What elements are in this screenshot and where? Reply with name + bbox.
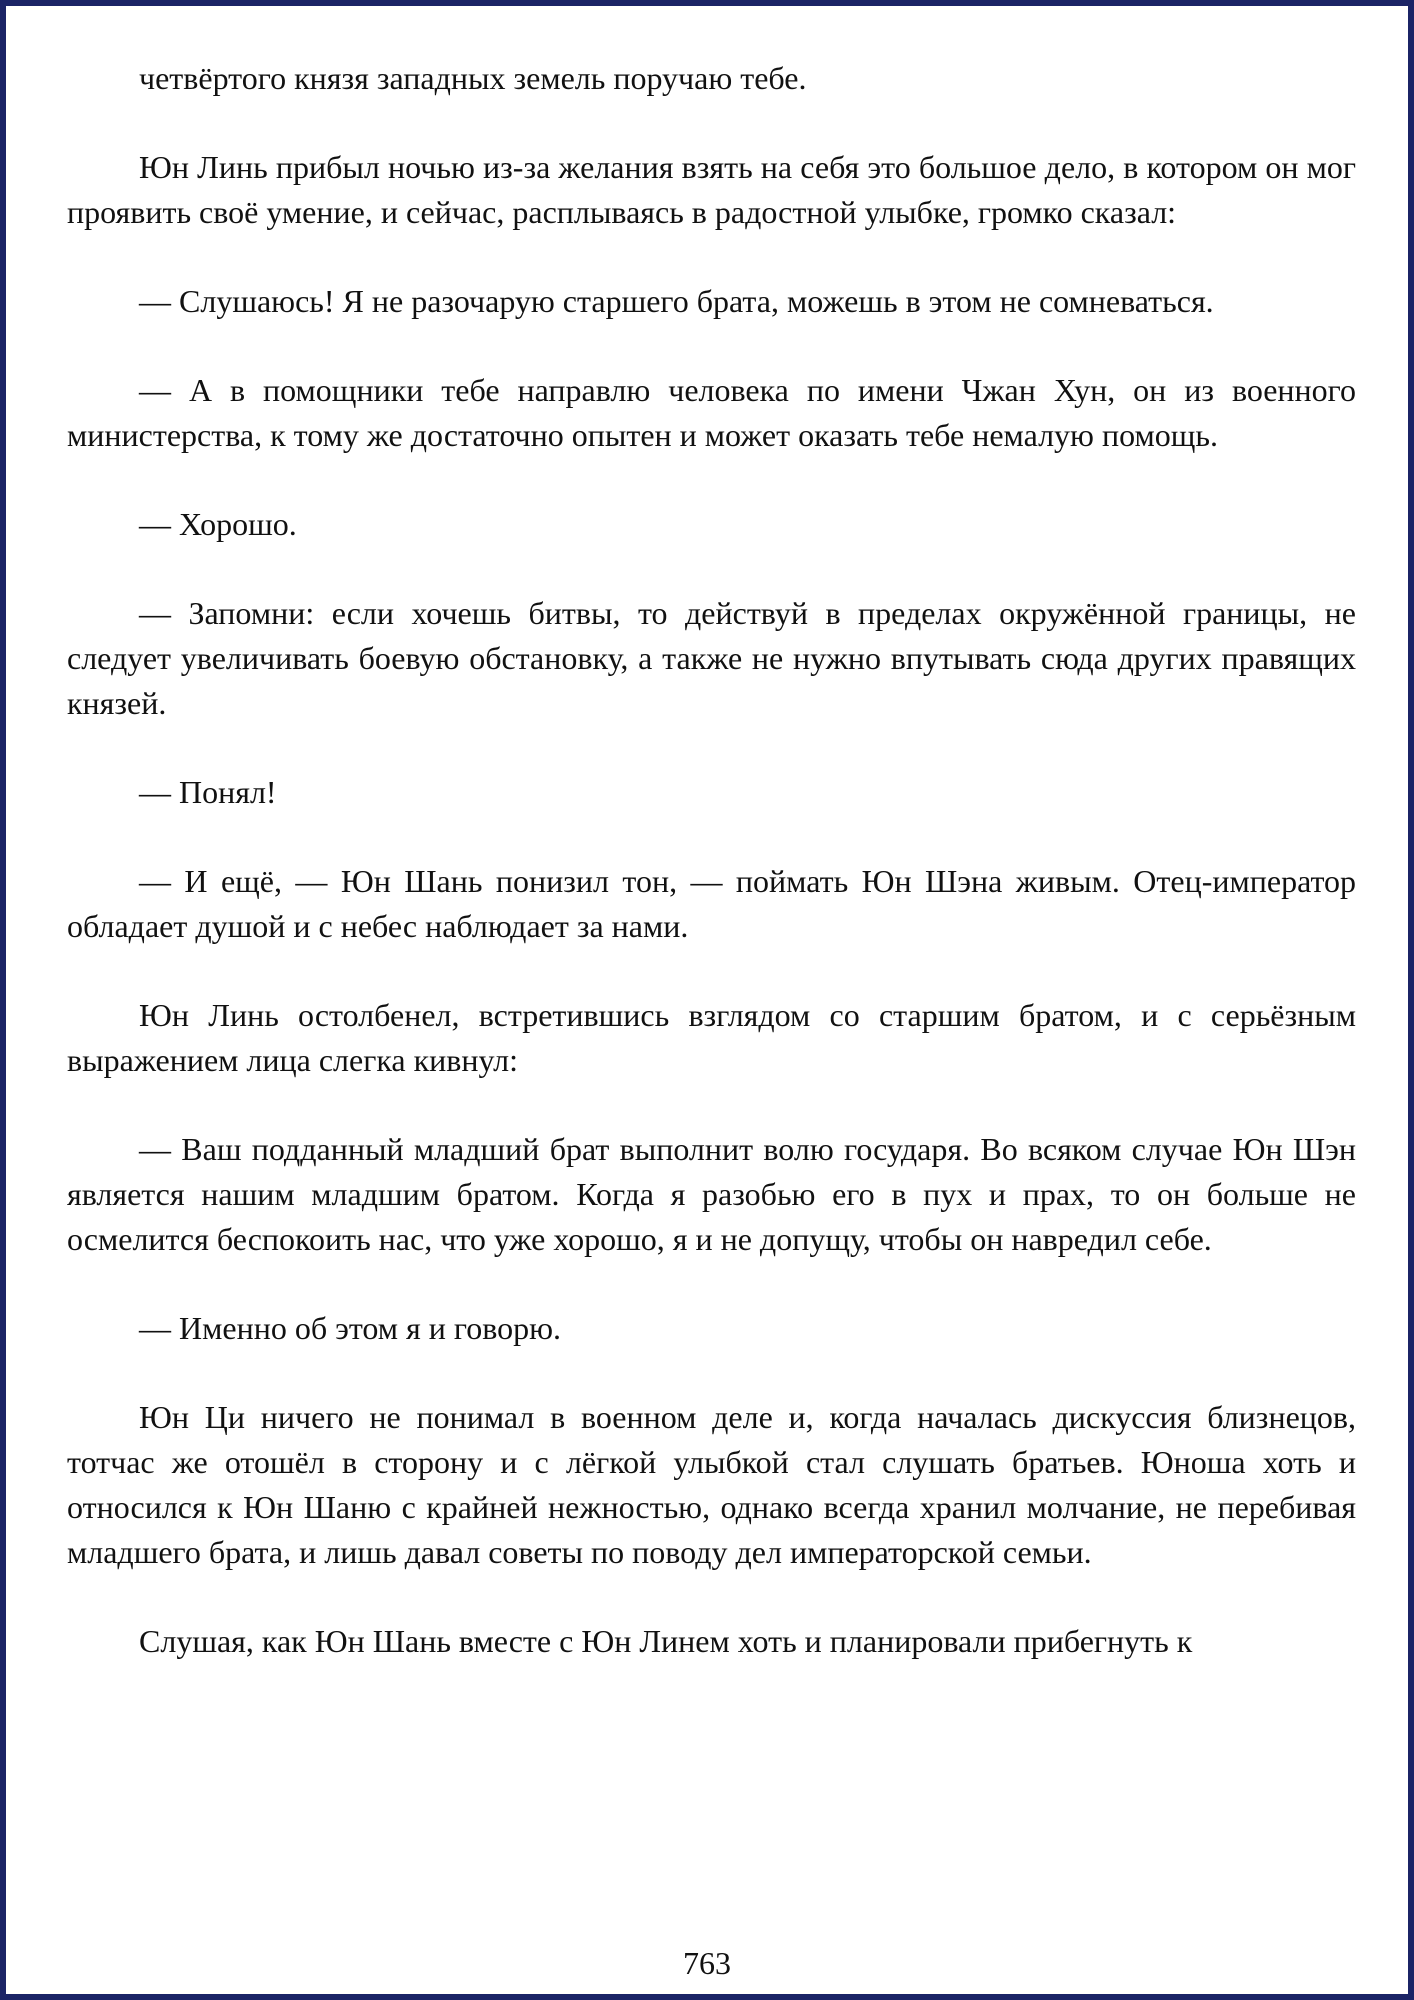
paragraph-11: — Именно об этом я и говорю. bbox=[139, 1310, 561, 1346]
paragraph-3: — Слушаюсь! Я не разочарую старшего брата, можешь в этом не сомневаться. bbox=[139, 283, 1214, 319]
paragraph-6: — Запомни: если хочешь битвы, то действуй в пределах окружённой границы, не следует увеличивать боевую обстановку, а также не нужно впутывать сюда других правящих князей. bbox=[67, 595, 1356, 721]
paragraph-2: Юн Линь прибыл ночью из-за желания взять на себя это большое дело, в котором он мог проявить своё умение, и сейчас, расплываясь в радостной улыбке, громко сказал: bbox=[67, 149, 1356, 230]
paragraph-8: — И ещё, — Юн Шань понизил тон, — поймать Юн Шэна живым. Отец-император обладает душой и с небес наблюдает за нами. bbox=[67, 863, 1356, 944]
page-number: 763 bbox=[683, 1945, 731, 1981]
paragraph-12: Юн Ци ничего не понимал в военном деле и, когда началась дискуссия близнецов, тотчас же отошёл в сторону и с лёгкой улыбкой стал слушать братьев. Юноша хоть и относился к Юн Шаню с крайней нежностью, однако всегда хранил молчание, не перебивая младшего брата, и лишь давал советы по поводу дел императорской семьи. bbox=[67, 1399, 1356, 1570]
paragraph-4: — А в помощники тебе направлю человека по имени Чжан Хун, он из военного министерства, к тому же достаточно опытен и может оказать тебе немалую помощь. bbox=[67, 372, 1356, 453]
paragraph-1: четвёртого князя западных земель поручаю тебе. bbox=[139, 60, 807, 96]
paragraph-5: — Хорошо. bbox=[139, 506, 297, 542]
paragraph-9: Юн Линь остолбенел, встретившись взглядом со старшим братом, и с серьёзным выражением лица слегка кивнул: bbox=[67, 997, 1356, 1078]
page-text bbox=[67, 56, 1356, 1708]
paragraph-7: — Понял! bbox=[139, 774, 277, 810]
paragraph-10: — Ваш подданный младший брат выполнит волю государя. Во всяком случае Юн Шэн является нашим младшим братом. Когда я разобью его в пух и прах, то он больше не осмелится беспокоить нас, что уже хорошо, я и не допущу, чтобы он навредил себе. bbox=[67, 1131, 1356, 1257]
paragraph-13: Слушая, как Юн Шань вместе с Юн Линем хоть и планировали прибегнуть к bbox=[139, 1623, 1193, 1659]
